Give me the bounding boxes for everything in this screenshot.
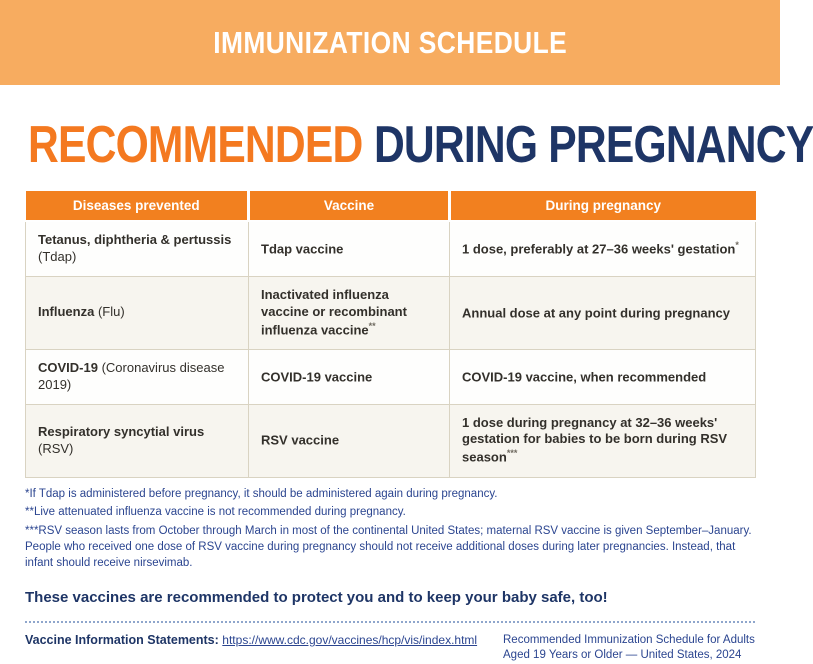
banner-title: IMMUNIZATION SCHEDULE xyxy=(213,24,567,60)
during-footnote-marker: *** xyxy=(506,448,518,459)
during-pregnancy-guidance: 1 dose during pregnancy at 32–36 weeks' gestation for babies to be born during RSV season xyxy=(462,414,728,465)
disease-abbreviation: (RSV) xyxy=(38,440,74,456)
vaccine-name: Inactivated influenza vaccine or recombinant influenza vaccine xyxy=(261,286,407,337)
vaccine-table-container xyxy=(25,191,755,478)
safety-statement: These vaccines are recommended to protect you and to keep your baby safe, too! xyxy=(25,588,608,606)
page-title-recommended: RECOMMENDED xyxy=(28,116,363,174)
vaccine-footnote-marker: ** xyxy=(368,320,376,331)
vaccine-information-statements xyxy=(25,633,477,647)
vaccine-table-header xyxy=(26,191,756,221)
during-pregnancy-guidance: 1 dose, preferably at 27–36 weeks' gestation xyxy=(462,241,736,257)
vaccine-name: RSV vaccine xyxy=(261,432,340,448)
disease-abbreviation: (Flu) xyxy=(97,304,125,320)
disease-name: Influenza xyxy=(38,304,95,320)
page-title-during-pregnancy: DURING PREGNANCY xyxy=(373,116,813,174)
vaccine-name: COVID-19 vaccine xyxy=(261,368,373,384)
table-row xyxy=(26,404,756,477)
disease-abbreviation: (Tdap) xyxy=(38,248,77,264)
vaccine-table xyxy=(25,191,756,478)
source-line-2: Aged 19 Years or Older — United States, 2024 xyxy=(503,649,742,662)
column-header-diseases-prevented: Diseases prevented xyxy=(26,191,249,221)
header-row xyxy=(26,191,756,221)
disease-abbreviation: (Coronavirus disease 2019) xyxy=(38,359,225,392)
table-row xyxy=(26,349,756,404)
during-footnote-marker: * xyxy=(735,239,739,250)
column-header-during-pregnancy: During pregnancy xyxy=(450,191,756,221)
disease-name: Tetanus, diphtheria & pertussis xyxy=(38,232,232,247)
top-banner xyxy=(0,0,780,85)
disease-name: COVID-19 xyxy=(38,359,98,375)
vaccine-table-body xyxy=(26,221,756,477)
footnote-influenza: **Live attenuated influenza vaccine is not recommended during pregnancy. xyxy=(25,506,406,519)
disease-name: Respiratory syncytial virus xyxy=(38,423,205,439)
footer xyxy=(25,633,755,664)
table-row xyxy=(26,221,756,276)
vaccine-name: Tdap vaccine xyxy=(261,241,344,257)
table-row xyxy=(26,276,756,349)
during-pregnancy-guidance: COVID-19 vaccine, when recommended xyxy=(462,368,707,384)
source-line-1: Recommended Immunization Schedule for Adults xyxy=(503,633,755,646)
footnote-tdap: *If Tdap is administered before pregnancy, it should be administered again during pregnancy. xyxy=(25,487,498,500)
during-pregnancy-guidance: Annual dose at any point during pregnancy xyxy=(462,305,730,320)
dotted-divider xyxy=(25,621,755,623)
vis-link[interactable]: https://www.cdc.gov/vaccines/hcp/vis/index.html xyxy=(222,632,478,647)
page-title xyxy=(28,115,813,175)
footnotes-section xyxy=(25,487,755,572)
footnote-rsv: ***RSV season lasts from October through March in most of the continental United States; maternal RSV vaccine is given September–January. People who received one dose of RSV vaccine during pregnancy should not receive additional doses during later pregnancies. Instead, that infant should receive nirsevimab. xyxy=(25,525,752,569)
source-attribution xyxy=(503,633,755,664)
vis-label: Vaccine Information Statements: xyxy=(25,632,219,647)
column-header-vaccine: Vaccine xyxy=(249,191,450,221)
